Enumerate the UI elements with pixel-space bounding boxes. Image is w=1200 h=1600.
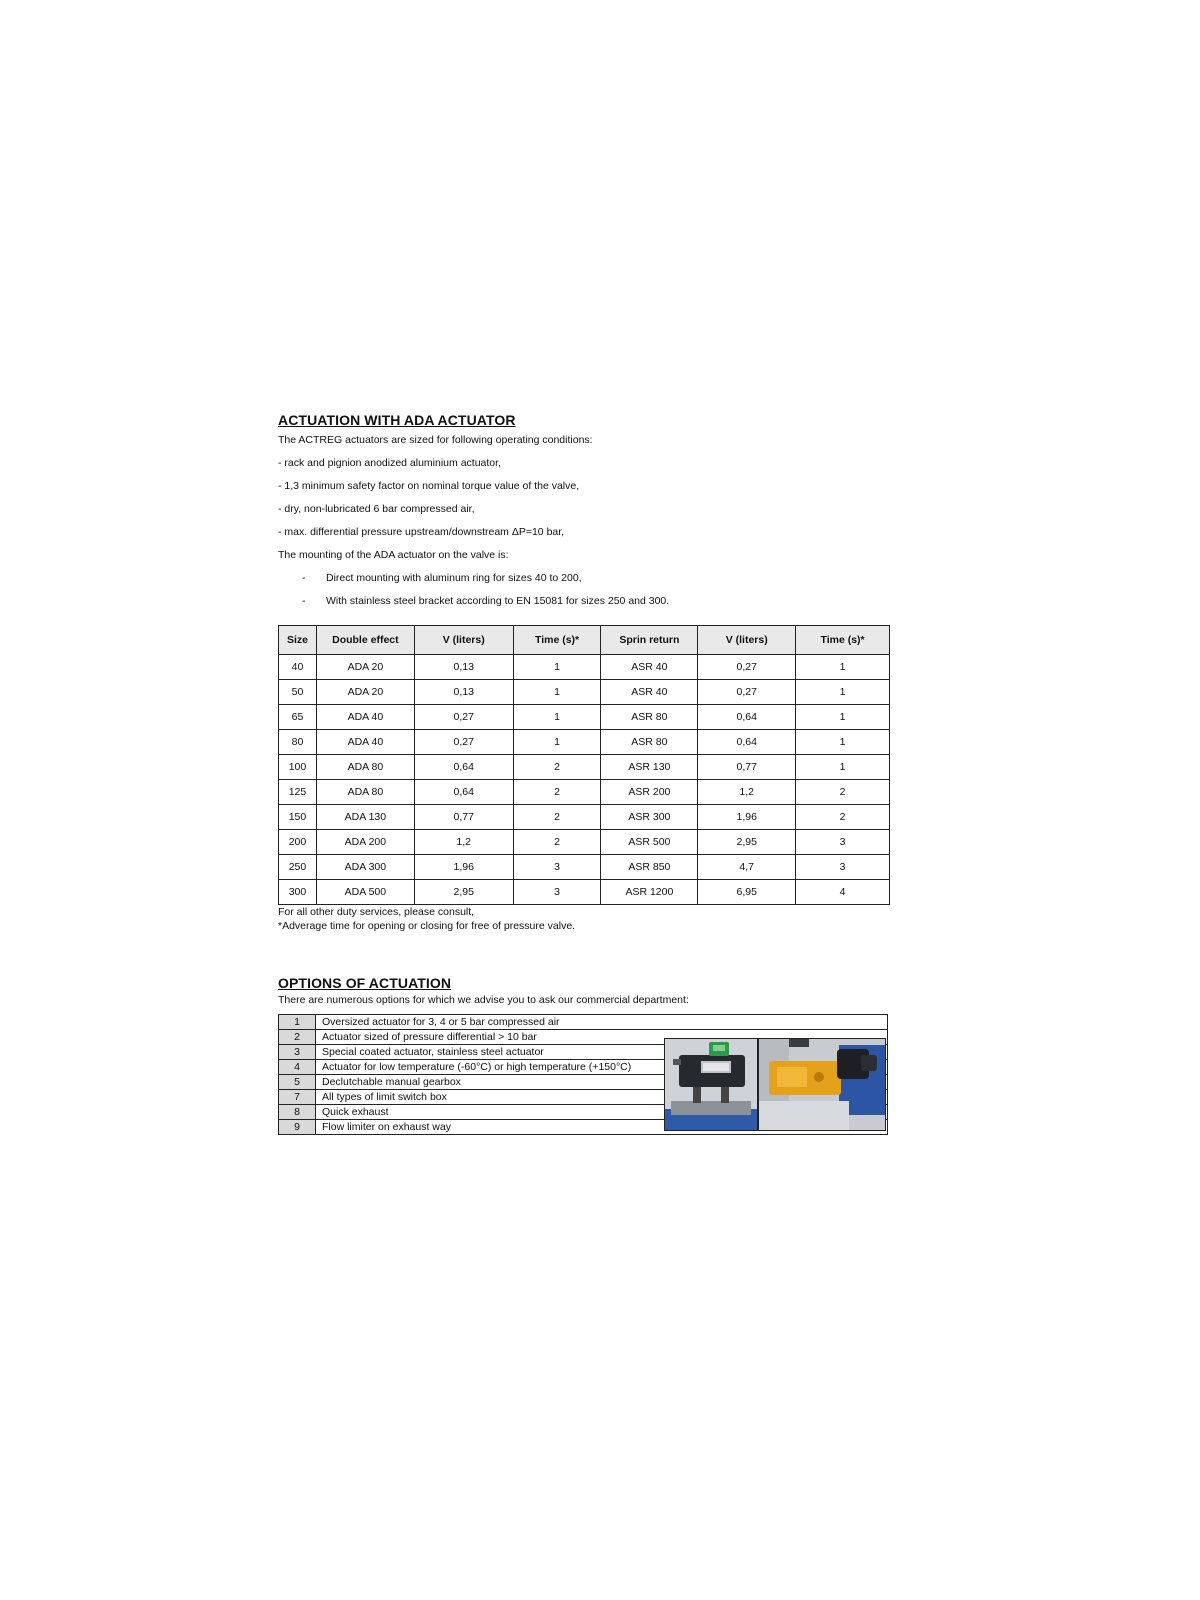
mounting-item — [278, 590, 900, 613]
table-cell: 2 — [513, 805, 601, 830]
table-row — [279, 830, 890, 855]
solenoid-valve-image — [759, 1039, 885, 1130]
table-cell: ADA 20 — [316, 680, 414, 705]
column-header: Double effect — [316, 626, 414, 655]
option-text: Quick exhaust — [316, 1105, 888, 1120]
table-cell: 0,13 — [414, 680, 513, 705]
table-footnote: *Adverage time for opening or closing for free of pressure valve. — [278, 920, 576, 932]
table-cell: 50 — [279, 680, 317, 705]
table-cell: ASR 300 — [601, 805, 698, 830]
table-cell: 3 — [796, 830, 890, 855]
table-cell: 3 — [796, 855, 890, 880]
table-cell: 4,7 — [698, 855, 796, 880]
table-cell: 1,2 — [698, 780, 796, 805]
table-row — [279, 730, 890, 755]
table-row — [279, 880, 890, 905]
table-cell: 2 — [513, 830, 601, 855]
table-cell: ADA 500 — [316, 880, 414, 905]
table-cell: 125 — [279, 780, 317, 805]
table-cell: ASR 850 — [601, 855, 698, 880]
solenoid-valve-photo — [758, 1038, 886, 1131]
table-cell: ADA 80 — [316, 755, 414, 780]
table-cell: 1 — [796, 655, 890, 680]
document-page — [278, 412, 900, 1135]
table-cell: 3 — [513, 880, 601, 905]
table-cell: 2,95 — [414, 880, 513, 905]
table-cell: ASR 500 — [601, 830, 698, 855]
option-number: 1 — [279, 1015, 316, 1030]
column-header: Sprin return — [601, 626, 698, 655]
options-intro-text: There are numerous options for which we advise you to ask our commercial department: — [278, 994, 689, 1006]
table-cell: ASR 40 — [601, 655, 698, 680]
column-header: Time (s)* — [796, 626, 890, 655]
condition-item: - dry, non-lubricated 6 bar compressed air, — [278, 503, 475, 515]
option-text: Declutchable manual gearbox — [316, 1075, 888, 1090]
table-cell: 2 — [796, 805, 890, 830]
table-cell: ASR 40 — [601, 680, 698, 705]
table-header-row — [279, 626, 890, 655]
table-row — [279, 755, 890, 780]
table-cell: 1 — [796, 680, 890, 705]
table-cell: ADA 80 — [316, 780, 414, 805]
actuator-sizing-table — [278, 625, 890, 905]
table-cell: 2 — [513, 780, 601, 805]
option-text: Actuator for low temperature (-60°C) or high temperature (+150°C) — [316, 1060, 888, 1075]
option-number: 4 — [279, 1060, 316, 1075]
table-cell: 150 — [279, 805, 317, 830]
option-text: Flow limiter on exhaust way — [316, 1120, 888, 1135]
condition-item: - rack and pignion anodized aluminium actuator, — [278, 457, 501, 469]
table-cell: 0,77 — [698, 755, 796, 780]
table-cell: 40 — [279, 655, 317, 680]
table-cell: 1 — [796, 730, 890, 755]
table-cell: ASR 200 — [601, 780, 698, 805]
table-cell: 1 — [513, 705, 601, 730]
option-number: 8 — [279, 1105, 316, 1120]
table-cell: 2 — [513, 755, 601, 780]
bullet-dash: - — [302, 595, 306, 607]
table-cell: 0,27 — [698, 680, 796, 705]
table-cell: 6,95 — [698, 880, 796, 905]
mounting-item — [278, 567, 900, 590]
table-cell: ADA 130 — [316, 805, 414, 830]
table-row — [279, 805, 890, 830]
option-text: Special coated actuator, stainless steel actuator — [316, 1045, 888, 1060]
table-row — [279, 780, 890, 805]
table-cell: 0,13 — [414, 655, 513, 680]
table-row — [279, 655, 890, 680]
option-text: Actuator sized of pressure differential > 10 bar — [316, 1030, 888, 1045]
table-row — [279, 855, 890, 880]
option-number: 7 — [279, 1090, 316, 1105]
table-cell: 0,64 — [414, 755, 513, 780]
table-cell: 1,2 — [414, 830, 513, 855]
table-cell: ASR 1200 — [601, 880, 698, 905]
condition-item: - max. differential pressure upstream/downstream ΔP=10 bar, — [278, 526, 565, 538]
table-note: For all other duty services, please consult, — [278, 906, 475, 918]
table-cell: 1 — [796, 705, 890, 730]
table-cell: 200 — [279, 830, 317, 855]
table-cell: ADA 300 — [316, 855, 414, 880]
table-cell: 2,95 — [698, 830, 796, 855]
table-cell: 1 — [796, 755, 890, 780]
table-cell: ASR 80 — [601, 730, 698, 755]
table-cell: ADA 40 — [316, 705, 414, 730]
mounting-item-text: With stainless steel bracket according to EN 15081 for sizes 250 and 300. — [326, 595, 670, 607]
section-title-actuation: ACTUATION WITH ADA ACTUATOR — [278, 412, 516, 428]
condition-item: - 1,3 minimum safety factor on nominal torque value of the valve, — [278, 480, 580, 492]
option-number: 5 — [279, 1075, 316, 1090]
table-row — [279, 680, 890, 705]
table-cell: 300 — [279, 880, 317, 905]
table-cell: 65 — [279, 705, 317, 730]
option-text: Oversized actuator for 3, 4 or 5 bar compressed air — [316, 1015, 888, 1030]
mounting-intro: The mounting of the ADA actuator on the valve is: — [278, 549, 509, 561]
table-cell: 1,96 — [698, 805, 796, 830]
option-row — [279, 1015, 888, 1030]
limit-switch-box-image — [665, 1039, 757, 1130]
table-cell: 2 — [796, 780, 890, 805]
table-cell: 0,27 — [414, 730, 513, 755]
column-header: V (liters) — [414, 626, 513, 655]
column-header: V (liters) — [698, 626, 796, 655]
table-cell: 1 — [513, 680, 601, 705]
mounting-item-text: Direct mounting with aluminum ring for sizes 40 to 200, — [326, 572, 582, 584]
options-block — [278, 1014, 888, 1135]
table-cell: 0,64 — [698, 730, 796, 755]
table-cell: ASR 130 — [601, 755, 698, 780]
option-text: All types of limit switch box — [316, 1090, 888, 1105]
section-title-options: OPTIONS OF ACTUATION — [278, 975, 452, 991]
option-number: 9 — [279, 1120, 316, 1135]
table-cell: 0,27 — [414, 705, 513, 730]
table-cell: 1 — [513, 730, 601, 755]
table-cell: 0,64 — [414, 780, 513, 805]
table-cell: 80 — [279, 730, 317, 755]
table-cell: 1,96 — [414, 855, 513, 880]
table-cell: 0,77 — [414, 805, 513, 830]
table-cell: ADA 40 — [316, 730, 414, 755]
table-cell: 1 — [513, 655, 601, 680]
intro-text: The ACTREG actuators are sized for following operating conditions: — [278, 434, 593, 446]
table-cell: 0,64 — [698, 705, 796, 730]
column-header: Size — [279, 626, 317, 655]
table-cell: ADA 200 — [316, 830, 414, 855]
table-cell: ADA 20 — [316, 655, 414, 680]
table-cell: 0,27 — [698, 655, 796, 680]
option-number: 3 — [279, 1045, 316, 1060]
table-cell: 100 — [279, 755, 317, 780]
bullet-dash: - — [302, 572, 306, 584]
table-row — [279, 705, 890, 730]
table-cell: 3 — [513, 855, 601, 880]
table-cell: 250 — [279, 855, 317, 880]
limit-switch-box-photo — [664, 1038, 758, 1131]
table-cell: 4 — [796, 880, 890, 905]
column-header: Time (s)* — [513, 626, 601, 655]
table-cell: ASR 80 — [601, 705, 698, 730]
option-number: 2 — [279, 1030, 316, 1045]
